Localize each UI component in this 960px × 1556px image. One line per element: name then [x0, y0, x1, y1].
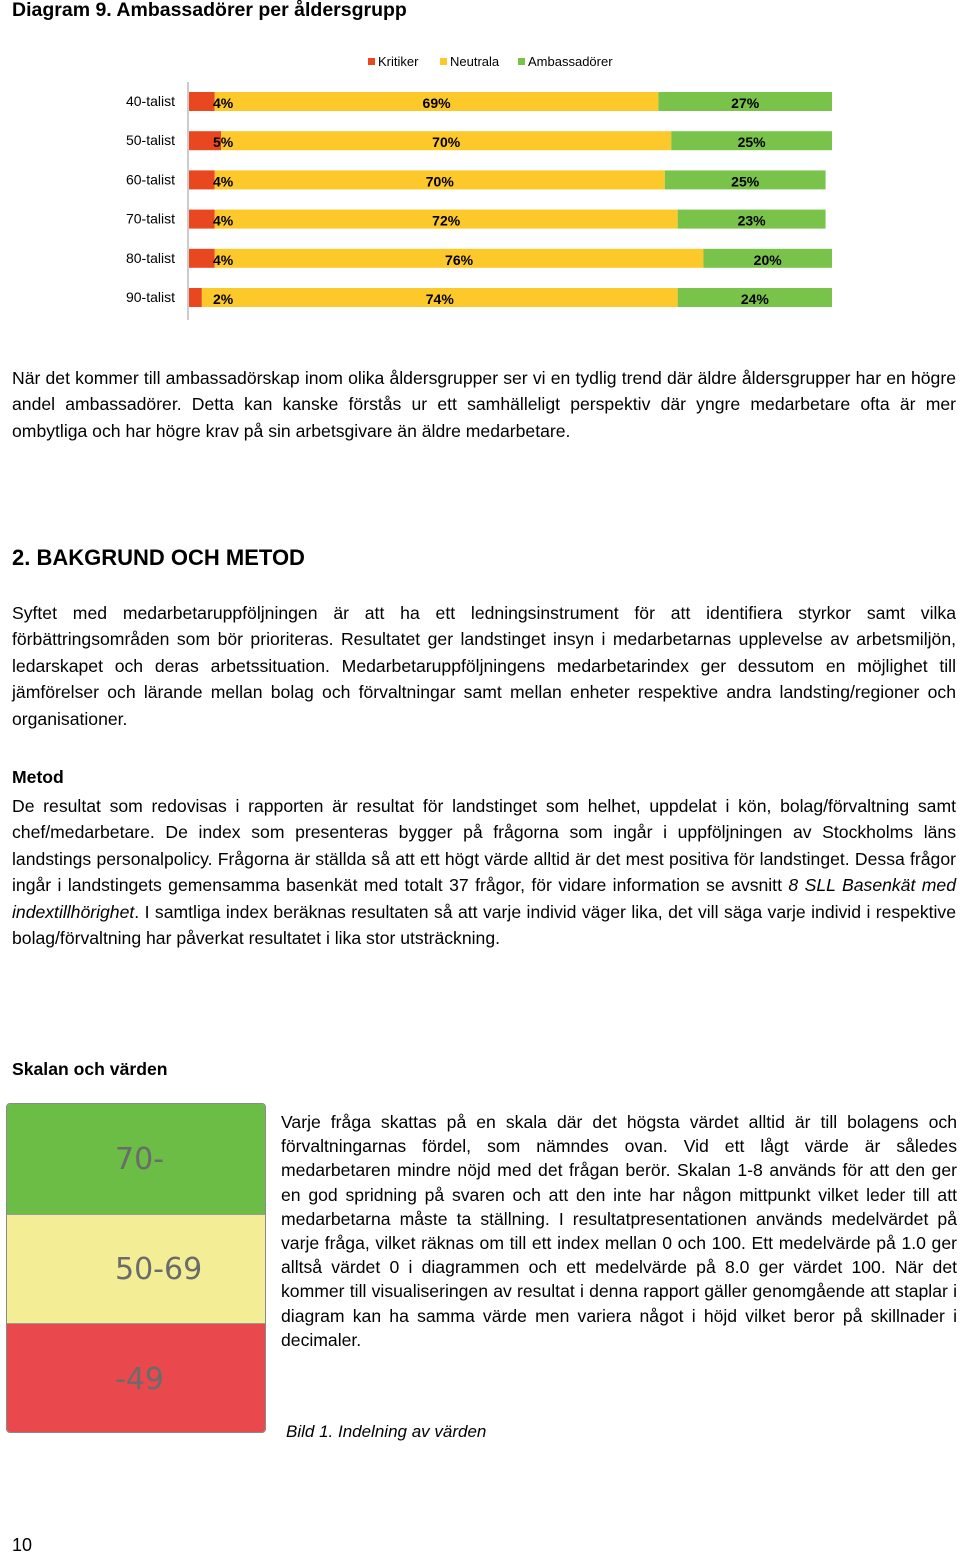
data-label: 25% — [737, 134, 766, 151]
data-label: 2% — [213, 291, 234, 307]
legend-label-2: Ambassadörer — [528, 54, 613, 69]
chart-legend — [368, 54, 613, 69]
paragraph-method — [12, 793, 956, 951]
chart-bars — [189, 92, 832, 307]
bar-kritiker — [189, 210, 215, 229]
data-label: 25% — [731, 173, 760, 190]
data-label: 20% — [753, 251, 782, 268]
metod-heading: Metod — [12, 767, 64, 787]
legend-swatch-0 — [368, 58, 375, 65]
diagram-title: Diagram 9. Ambassadörer per åldersgrupp — [12, 0, 407, 21]
data-label: 69% — [422, 95, 451, 111]
bar-kritiker — [189, 288, 202, 307]
ambassador-age-chart — [100, 48, 860, 328]
category-label: 50-talist — [125, 132, 175, 149]
method-text-a: De resultat som redovisas i rapporten är resultat för landstinget som helhet, uppdelat i kön, bolag/förvaltning samt chef/medarbetare. De index som presenteras bygger på frågorna som ingår i uppföljningen av Stockholms läns landstings personalpolicy. Frågorna är ställda så att ett högt värde alltid är det mest positiva för landstinget. Dessa frågor ingår i landstingets gemensamma basenkät med totalt 37 frågor, för vidare information se avsnitt — [12, 796, 956, 896]
legend-swatch-2 — [518, 58, 525, 65]
method-text-b: . I samtliga index beräknas resultaten så att varje individ väger lika, det vill säga varje individ i respektive bolag/förvaltning har påverkat resultatet i lika stor utsträckning. — [12, 901, 956, 949]
data-label: 23% — [737, 212, 766, 229]
bar-kritiker — [189, 92, 215, 111]
legend-label-1: Neutrala — [450, 54, 500, 69]
paragraph-ambassadors: När det kommer till ambassadörskap inom olika åldersgrupper ser vi en tydlig trend där äldre åldersgrupper har en högre andel ambassadörer. Detta kan kanske förstås ur ett samhälleligt perspektiv där yngre medarbetare ofta är mer ombytliga och har högre krav på sin arbetsgivare än äldre medarbetare. — [12, 368, 956, 441]
data-label: 4% — [213, 95, 234, 111]
data-label: 4% — [213, 173, 234, 190]
bar-kritiker — [189, 170, 215, 189]
data-label: 27% — [731, 95, 760, 111]
category-label: 40-talist — [125, 93, 175, 109]
image-caption: Bild 1. Indelning av värden — [286, 1422, 487, 1441]
scale-band-low: -49 — [7, 1324, 265, 1433]
paragraph-scale: Varje fråga skattas på en skala där det högsta värdet alltid är till bolagens och förvaltningarnas fördel, som nämndes ovan. Vid ett lågt värde är således medarbetaren mindre nöjd med det frågan berör. Skalan 1-8 används för att den ger en god spridning på svaren och att den inte har någon mittpunkt vilket leder till att medarbetarna måste ta ställning. I resultatpresentationen används medelvärdet på varje fråga, vilket räknas om till ett index mellan 0 och 100. Ett medelvärde på 1.0 ger alltså värdet 0 i diagrammen och ett medelvärde på 8.0 ger värdet 100. När det kommer till visualiseringen av resultat i denna rapport gäller genomgående att staplar i diagram kan ha samma värde men variera något i höjd vilket beror på skillnader i decimaler. — [281, 1112, 957, 1350]
scale-band-high: 70- — [7, 1104, 265, 1214]
section-heading: 2. BAKGRUND OCH METOD — [12, 545, 305, 570]
scale-band-mid: 50-69 — [7, 1214, 265, 1324]
data-label: 24% — [740, 291, 769, 307]
data-label: 76% — [445, 251, 474, 268]
chart-labels — [126, 93, 782, 307]
category-label: 90-talist — [125, 289, 175, 305]
bar-kritiker — [189, 249, 215, 268]
data-label: 74% — [425, 291, 454, 307]
data-label: 70% — [432, 134, 461, 151]
data-label: 4% — [213, 212, 234, 229]
data-label: 4% — [213, 251, 234, 268]
category-label: 80-talist — [125, 249, 175, 266]
section-reference: 8 SLL Basenkät med indextillhörighet — [12, 875, 956, 922]
category-label: 60-talist — [125, 171, 175, 188]
data-label: 72% — [432, 212, 461, 229]
legend-swatch-1 — [440, 58, 447, 65]
data-label: 5% — [213, 134, 234, 151]
page-number: 10 — [12, 1535, 33, 1555]
value-scale-image — [6, 1103, 266, 1433]
paragraph-purpose: Syftet med medarbetaruppföljningen är att ha ett ledningsinstrument för att identifiera styrkor samt vilka förbättringsområden som bör prioriteras. Resultatet ger landstinget insyn i medarbetarnas upplevelse av arbetsmiljön, ledarskapet och deras arbetssituation. Medarbetaruppföljningens medarbetarindex ger dessutom en möjlighet till jämförelser och lärande mellan bolag och förvaltningar samt mellan enheter respektive andra landsting/regioner och organisationer. — [12, 603, 956, 729]
legend-label-0: Kritiker — [378, 54, 419, 69]
scale-heading: Skalan och värden — [12, 1059, 168, 1079]
data-label: 70% — [425, 173, 454, 190]
category-label: 70-talist — [125, 210, 175, 227]
